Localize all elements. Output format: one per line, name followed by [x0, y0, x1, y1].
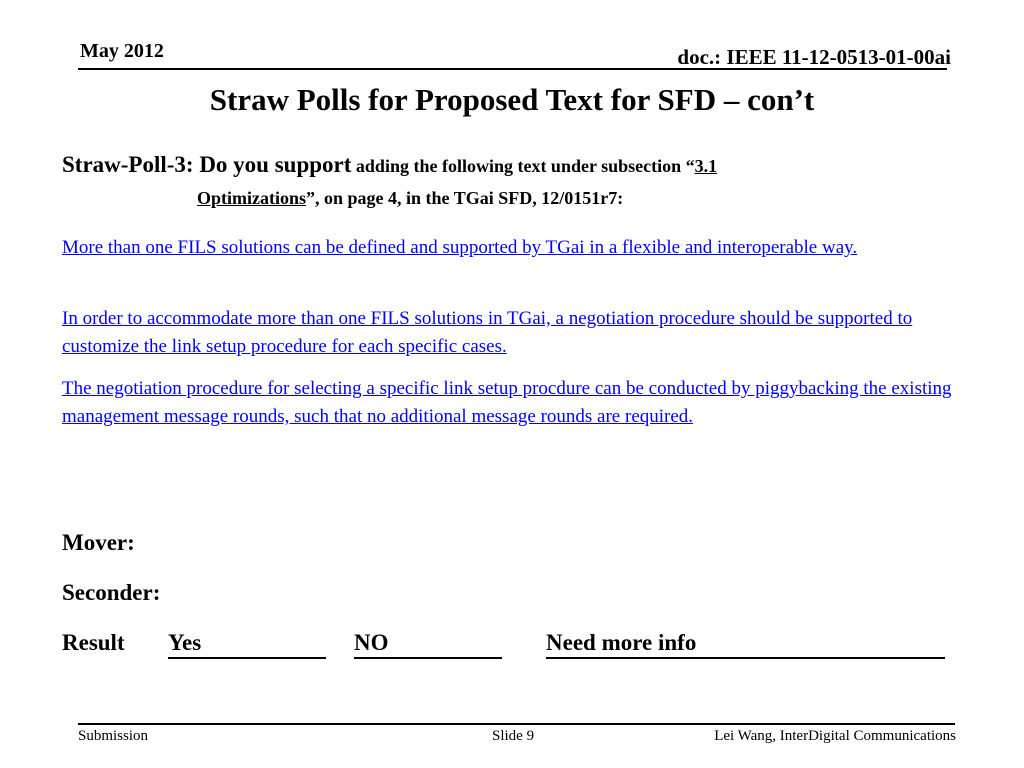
proposed-text-paragraph-1: More than one FILS solutions can be defined and supported by TGai in a flexible and interoperable way.	[62, 237, 858, 258]
mover-label: Mover:	[62, 530, 135, 555]
poll-text-1: adding the following text under subsection “	[351, 156, 695, 176]
poll-ref-number: 3.1	[694, 156, 718, 176]
proposed-text-paragraph-3: The negotiation procedure for selecting a specific link setup procdure can be conducted by piggybacking the existing management message rounds, such that no additional message rounds are required.	[62, 378, 952, 427]
poll-text-2: ”, on page 4, in the TGai SFD, 12/0151r7:	[306, 188, 624, 208]
proposed-text-paragraph-2: In order to accommodate more than one FILS solutions in TGai, a negotiation procedure should be supported to customize the link setup procedure for each specific cases.	[62, 308, 913, 357]
header-divider	[78, 68, 947, 70]
footer-slide-number: Slide 9	[492, 728, 535, 744]
result-yes: Yes	[168, 630, 326, 659]
straw-poll-question	[62, 150, 962, 215]
result-need-more-info: Need more info	[546, 630, 945, 659]
result-no: NO	[354, 630, 502, 659]
slide-title: Straw Polls for Proposed Text for SFD – con’t	[209, 82, 815, 117]
footer-submission: Submission	[78, 728, 149, 744]
footer-author: Lei Wang, InterDigital Communications	[714, 728, 956, 744]
header-doc-id: doc.: IEEE 11-12-0513-01-00ai	[677, 45, 951, 69]
poll-label: Straw-Poll-3: Do you support	[62, 152, 352, 177]
seconder-label: Seconder:	[62, 580, 161, 605]
result-label: Result	[62, 630, 125, 655]
footer-divider	[78, 723, 955, 725]
header-date: May 2012	[80, 40, 164, 62]
poll-ref-title: Optimizations	[197, 188, 307, 208]
